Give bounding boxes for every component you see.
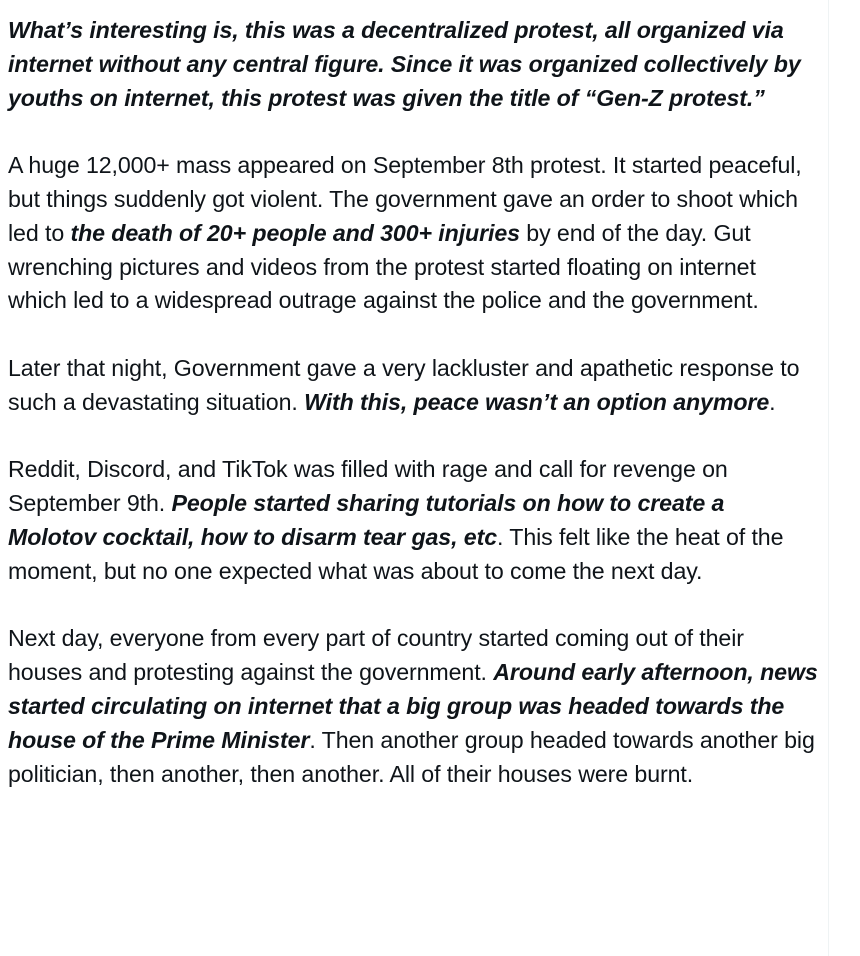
emphasis-text: People started sharing tutorials on how to create a Molotov cocktail, how to disarm tear gas, etc [8, 490, 725, 550]
article-body [8, 14, 818, 791]
body-text: by end of the day. Gut wrenching pictures and videos from the protest started floating on internet which led to a widespread outrage against the police and the government. [8, 219, 759, 314]
paragraph-september-8 [8, 149, 818, 318]
paragraph-september-9 [8, 453, 818, 588]
emphasis-text: What’s interesting is, this was a decentralized protest, all organized via internet without any central figure. Since it was organized collectively by youths on internet, this protest was given the title of “Gen-Z protest.” [8, 17, 801, 111]
body-text: . [769, 388, 776, 415]
body-text: A huge 12,000+ mass appeared on September 8th protest. It started peaceful, but things suddenly got violent. The government gave an order to shoot which led to [8, 152, 802, 246]
paragraph-next-day [8, 622, 818, 791]
emphasis-text: With this, peace wasn’t an option anymore [304, 388, 770, 415]
column-divider [828, 0, 829, 956]
paragraph-intro [8, 14, 818, 115]
paragraph-government-response [8, 352, 818, 420]
emphasis-text: Around early afternoon, news started circulating on internet that a big group was headed towards the house of the Prime Minister [8, 659, 818, 753]
emphasis-text: the death of 20+ people and 300+ injuries [70, 219, 520, 246]
body-text: Next day, everyone from every part of country started coming out of their houses and protesting against the government. [8, 625, 744, 686]
body-text: . Then another group headed towards another big politician, then another, then another. All of their houses were burnt. [8, 726, 815, 787]
body-text: Reddit, Discord, and TikTok was filled with rage and call for revenge on September 9th. [8, 456, 728, 517]
body-text: Later that night, Government gave a very lackluster and apathetic response to such a devastating situation. [8, 354, 800, 415]
body-text: . This felt like the heat of the moment, but no one expected what was about to come the next day. [8, 523, 784, 584]
